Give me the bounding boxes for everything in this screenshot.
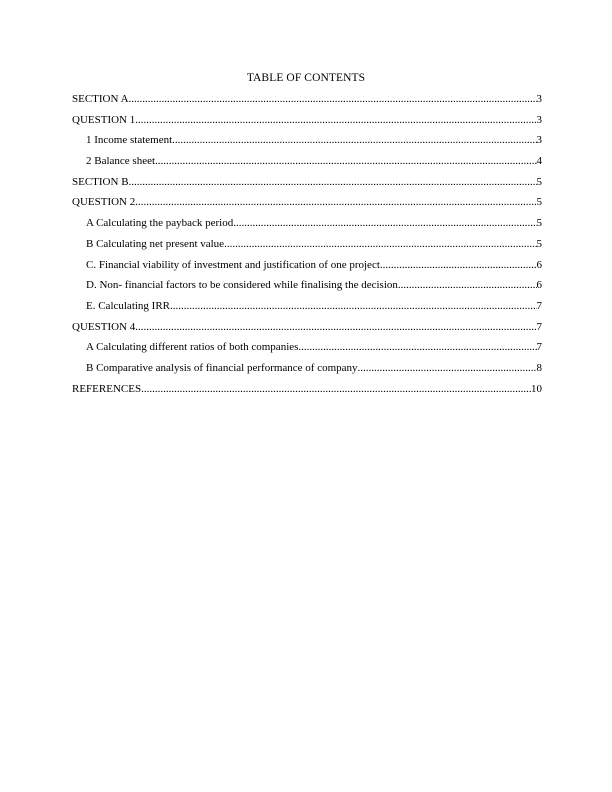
toc-entry-label: QUESTION 2 — [72, 196, 136, 209]
toc-entry-label: C. Financial viability of investment and justification of one project — [86, 258, 380, 271]
toc-entry-label: A Calculating the payback period — [86, 217, 234, 230]
toc-entry-references[interactable] — [72, 382, 542, 403]
toc-entry-income-statement[interactable] — [72, 133, 542, 154]
toc-entry-page-number: 5 — [536, 175, 542, 188]
toc-entry-balance-sheet[interactable] — [72, 154, 542, 175]
toc-entry-label: B Comparative analysis of financial performance of company — [86, 361, 358, 374]
toc-dot-leader — [358, 361, 537, 375]
toc-entry-label: 2 Balance sheet — [86, 155, 156, 168]
toc-entry-page-number: 6 — [536, 279, 542, 292]
toc-entry-page-number: 10 — [531, 382, 542, 395]
toc-entry-section-a[interactable] — [72, 92, 542, 113]
toc-entry-label: 1 Income statement — [86, 134, 173, 147]
toc-dot-leader — [135, 113, 536, 127]
toc-entry-page-number: 6 — [536, 258, 542, 271]
toc-entry-page-number: 7 — [536, 299, 542, 312]
toc-entry-question-2[interactable] — [72, 195, 542, 216]
toc-entry-question-4[interactable] — [72, 320, 542, 341]
toc-entry-label: E. Calculating IRR — [86, 299, 171, 312]
toc-entry-page-number: 8 — [536, 361, 542, 374]
toc-entry-page-number: 7 — [536, 320, 542, 333]
toc-entry-net-present-value[interactable] — [72, 237, 542, 258]
toc-entry-page-number: 7 — [536, 341, 542, 354]
toc-entry-page-number: 5 — [536, 217, 542, 230]
toc-entry-label: B Calculating net present value — [86, 237, 225, 250]
toc-entry-page-number: 5 — [536, 237, 542, 250]
toc-dot-leader — [135, 320, 536, 334]
toc-dot-leader — [233, 216, 536, 230]
toc-dot-leader — [129, 175, 537, 189]
toc-dot-leader — [129, 92, 537, 106]
toc-dot-leader — [298, 340, 536, 354]
toc-entry-ratios[interactable] — [72, 340, 542, 361]
toc-entry-label: QUESTION 1 — [72, 113, 136, 126]
toc-dot-leader — [155, 154, 536, 168]
toc-entry-page-number: 5 — [536, 196, 542, 209]
toc-dot-leader — [135, 195, 536, 209]
toc-dot-leader — [380, 258, 537, 272]
toc-entry-question-1[interactable] — [72, 113, 542, 134]
toc-entry-page-number: 3 — [536, 134, 542, 147]
toc-entry-label: SECTION A — [72, 93, 129, 105]
toc-entry-financial-viability[interactable] — [72, 258, 542, 279]
toc-entry-comparative-analysis[interactable] — [72, 361, 542, 382]
toc-entry-non-financial-factors[interactable] — [72, 278, 542, 299]
toc-entry-section-b[interactable] — [72, 175, 542, 196]
toc-entry-page-number: 3 — [536, 93, 542, 105]
toc-entry-label: QUESTION 4 — [72, 320, 136, 333]
toc-dot-leader — [224, 237, 536, 251]
toc-entry-calculating-irr[interactable] — [72, 299, 542, 320]
toc-entry-label: A Calculating different ratios of both companies — [86, 341, 299, 354]
toc-dot-leader — [141, 382, 531, 396]
toc-entry-payback-period[interactable] — [72, 216, 542, 237]
toc-dot-leader — [172, 133, 536, 147]
toc-entry-label: D. Non- financial factors to be considered while finalising the decision — [86, 279, 398, 292]
toc-title: TABLE OF CONTENTS — [246, 72, 366, 84]
toc-dot-leader — [398, 278, 537, 292]
toc-dot-leader — [170, 299, 536, 313]
toc-entry-page-number: 4 — [536, 155, 542, 168]
toc-entry-label: REFERENCES — [72, 382, 142, 395]
toc-entry-page-number: 3 — [536, 113, 542, 126]
toc-list — [72, 92, 542, 402]
toc-entry-label: SECTION B — [72, 175, 129, 188]
